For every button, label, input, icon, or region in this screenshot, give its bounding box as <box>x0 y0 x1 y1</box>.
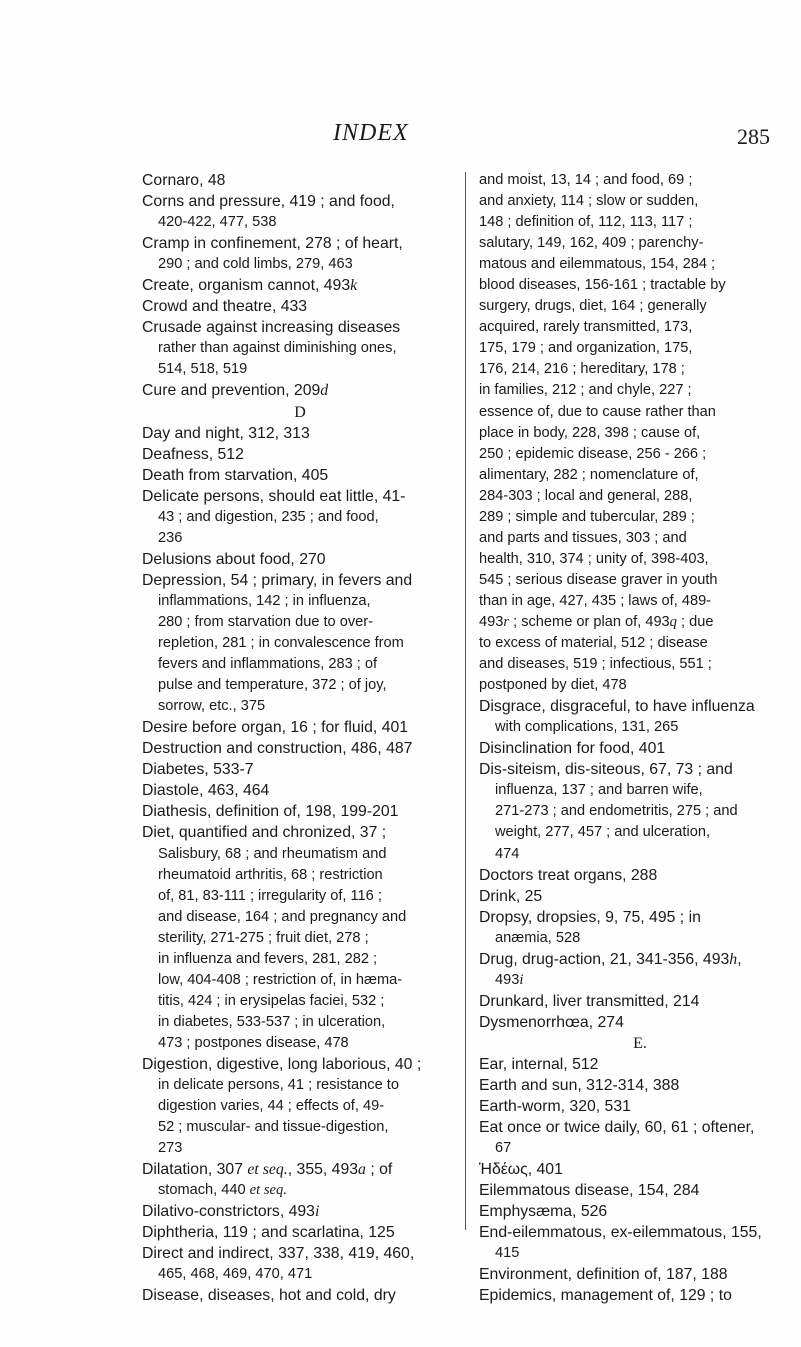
index-entry-continuation: with complications, 131, 265 <box>495 719 679 736</box>
index-entry: Cornaro, 48 <box>142 172 226 189</box>
index-entry-continuation: sorrow, etc., 375 <box>158 698 266 715</box>
index-entry-continuation: 493i <box>495 971 524 988</box>
index-entry: Dilativo-constrictors, 493i <box>142 1203 320 1221</box>
index-entry-continuation: health, 310, 374 ; unity of, 398-403, <box>479 550 709 567</box>
index-entry-continuation: surgery, drugs, diet, 164 ; generally <box>479 298 707 315</box>
index-entry-continuation: pulse and temperature, 372 ; of joy, <box>158 677 387 694</box>
index-entry-continuation: stomach, 440 et seq. <box>158 1182 287 1199</box>
index-entry-continuation: 514, 518, 519 <box>158 361 248 378</box>
index-entry-continuation: and disease, 164 ; and pregnancy and <box>158 908 407 925</box>
column-divider <box>465 172 466 1230</box>
index-entry: Dropsy, dropsies, 9, 75, 495 ; in <box>479 908 701 926</box>
index-entry-continuation: 236 <box>158 529 183 546</box>
index-entry: Ἡδέως, 401 <box>479 1161 563 1179</box>
index-entry-continuation: acquired, rarely transmitted, 173, <box>479 319 693 336</box>
index-entry: Emphysæma, 526 <box>479 1203 608 1221</box>
index-entry: Dis-siteism, dis-siteous, 67, 73 ; and <box>479 761 733 779</box>
index-entry: Crowd and theatre, 433 <box>142 298 308 316</box>
index-entry-continuation: of, 81, 83-111 ; irregularity of, 116 ; <box>158 887 382 904</box>
index-entry: Dysmenorrhœa, 274 <box>479 1013 624 1031</box>
index-entry-continuation: in delicate persons, 41 ; resistance to <box>158 1077 399 1094</box>
index-entry: Dilatation, 307 et seq., 355, 493a ; of <box>142 1161 393 1179</box>
index-entry-continuation: Salisbury, 68 ; and rheumatism and <box>158 845 387 862</box>
index-entry: Create, organism cannot, 493k <box>142 277 358 295</box>
index-entry: Diastole, 463, 464 <box>142 782 270 800</box>
index-entry-continuation: 465, 468, 469, 470, 471 <box>158 1266 313 1283</box>
index-entry-continuation: postponed by diet, 478 <box>479 677 627 694</box>
index-entry: Cure and prevention, 209d <box>142 382 329 400</box>
running-title: INDEX <box>333 120 409 146</box>
index-entry: Diathesis, definition of, 198, 199-201 <box>142 803 399 821</box>
index-entry: Depression, 54 ; primary, in fevers and <box>142 571 413 589</box>
index-entry: Digestion, digestive, long laborious, 40 ; <box>142 1055 422 1073</box>
index-entry: Epidemics, management of, 129 ; to <box>479 1287 732 1305</box>
index-entry-continuation: and parts and tissues, 303 ; and <box>479 529 687 546</box>
index-entry: Drug, drug-action, 21, 341-356, 493h, <box>479 950 742 968</box>
section-letter: D <box>294 403 306 421</box>
index-entry-continuation: 280 ; from starvation due to over- <box>158 613 373 630</box>
index-entry-continuation: 148 ; definition of, 112, 113, 117 ; <box>479 214 693 231</box>
index-entry-continuation: 420-422, 477, 538 <box>158 214 277 231</box>
index-entry-continuation: 493r ; scheme or plan of, 493q ; due <box>479 613 714 630</box>
index-entry: Diphtheria, 119 ; and scarlatina, 125 <box>142 1224 395 1242</box>
index-entry: Drunkard, liver transmitted, 214 <box>479 992 700 1010</box>
index-entry-continuation: repletion, 281 ; in convalescence from <box>158 635 404 652</box>
index-entry: Diabetes, 533-7 <box>142 761 254 779</box>
index-entry-continuation: 273 <box>158 1140 183 1157</box>
index-entry: Cramp in confinement, 278 ; of heart, <box>142 235 403 253</box>
index-entry: Drink, 25 <box>479 887 543 905</box>
section-letter: E. <box>633 1034 647 1052</box>
index-entry-continuation: titis, 424 ; in erysipelas faciei, 532 ; <box>158 992 385 1009</box>
index-entry-continuation: 176, 214, 216 ; hereditary, 178 ; <box>479 361 685 378</box>
index-entry: End-eilemmatous, ex-eilemmatous, 155, <box>479 1224 762 1242</box>
index-entry-continuation: salutary, 149, 162, 409 ; parenchy- <box>479 235 704 252</box>
index-entry-continuation: in influenza and fevers, 281, 282 ; <box>158 950 378 967</box>
index-entry-continuation: 545 ; serious disease graver in youth <box>479 571 718 588</box>
index-column-right <box>479 170 801 1307</box>
index-entry: Direct and indirect, 337, 338, 419, 460, <box>142 1245 415 1263</box>
index-entry-continuation: in diabetes, 533-537 ; in ulceration, <box>158 1013 386 1030</box>
index-entry-continuation: inflammations, 142 ; in influenza, <box>158 592 371 609</box>
index-entry-continuation: influenza, 137 ; and barren wife, <box>495 782 703 799</box>
index-entry: Death from starvation, 405 <box>142 466 329 484</box>
index-entry-continuation: 289 ; simple and tubercular, 289 ; <box>479 508 695 525</box>
index-entry: Delusions about food, 270 <box>142 550 326 568</box>
index-entry: Crusade against increasing diseases <box>142 319 401 337</box>
index-entry-continuation: 67 <box>495 1140 512 1157</box>
index-entry: Eat once or twice daily, 60, 61 ; oftener, <box>479 1119 755 1137</box>
index-entry-continuation: and diseases, 519 ; infectious, 551 ; <box>479 656 712 673</box>
index-entry-continuation: 250 ; epidemic disease, 256 - 266 ; <box>479 445 707 462</box>
index-entry: Desire before organ, 16 ; for fluid, 401 <box>142 719 409 737</box>
index-entry-continuation: fevers and inflammations, 283 ; of <box>158 656 378 673</box>
index-entry-continuation: essence of, due to cause rather than <box>479 403 716 420</box>
page-header <box>0 120 801 160</box>
index-entry-continuation: alimentary, 282 ; nomenclature of, <box>479 466 699 483</box>
page-number: 285 <box>737 124 770 149</box>
index-entry: Ear, internal, 512 <box>479 1055 599 1073</box>
index-entry-continuation: digestion varies, 44 ; effects of, 49- <box>158 1098 385 1115</box>
index-entry-continuation: 175, 179 ; and organization, 175, <box>479 340 693 357</box>
index-entry-continuation: 473 ; postpones disease, 478 <box>158 1034 349 1051</box>
index-entry-continuation: weight, 277, 457 ; and ulceration, <box>495 824 711 841</box>
index-entry-continuation: 290 ; and cold limbs, 279, 463 <box>158 256 353 273</box>
index-entry: Destruction and construction, 486, 487 <box>142 740 413 758</box>
index-entry-continuation: 52 ; muscular- and tissue-digestion, <box>158 1119 389 1136</box>
index-entry: Corns and pressure, 419 ; and food, <box>142 193 395 211</box>
index-entry: Eilemmatous disease, 154, 284 <box>479 1182 700 1200</box>
index-entry-continuation: 271-273 ; and endometritis, 275 ; and <box>495 803 738 820</box>
index-entry-continuation: 474 <box>495 845 520 862</box>
index-entry: Environment, definition of, 187, 188 <box>479 1266 728 1284</box>
index-entry-continuation: 43 ; and digestion, 235 ; and food, <box>158 508 379 525</box>
index-entry-continuation: in families, 212 ; and chyle, 227 ; <box>479 382 692 399</box>
index-entry-continuation: 415 <box>495 1245 520 1262</box>
index-column-left <box>142 170 458 1307</box>
index-entry-continuation: and anxiety, 114 ; slow or sudden, <box>479 193 699 210</box>
index-entry-continuation: low, 404-408 ; restriction of, in hæma- <box>158 971 403 988</box>
index-entry: Doctors treat organs, 288 <box>479 866 658 884</box>
index-entry-continuation: blood diseases, 156-161 ; tractable by <box>479 277 726 294</box>
index-entry: Diet, quantified and chronized, 37 ; <box>142 824 387 842</box>
index-entry-continuation: anæmia, 528 <box>495 929 581 946</box>
index-entry: Day and night, 312, 313 <box>142 424 310 442</box>
index-entry-continuation: matous and eilemmatous, 154, 284 ; <box>479 256 716 273</box>
index-entry: Disgrace, disgraceful, to have influenza <box>479 698 755 716</box>
index-entry-continuation: and moist, 13, 14 ; and food, 69 ; <box>479 172 693 188</box>
index-entry: Disease, diseases, hot and cold, dry <box>142 1287 396 1305</box>
index-entry: Earth-worm, 320, 531 <box>479 1098 631 1116</box>
index-entry: Delicate persons, should eat little, 41- <box>142 487 406 505</box>
index-entry-continuation: place in body, 228, 398 ; cause of, <box>479 424 701 441</box>
index-entry-continuation: rheumatoid arthritis, 68 ; restriction <box>158 866 383 883</box>
index-entry-continuation: to excess of material, 512 ; disease <box>479 635 708 652</box>
index-entry-continuation: sterility, 271-275 ; fruit diet, 278 ; <box>158 929 369 946</box>
index-entry: Disinclination for food, 401 <box>479 740 666 758</box>
index-entry-continuation: rather than against diminishing ones, <box>158 340 397 357</box>
index-entry: Deafness, 512 <box>142 445 244 463</box>
index-entry-continuation: than in age, 427, 435 ; laws of, 489- <box>479 592 712 609</box>
index-entry: Earth and sun, 312-314, 388 <box>479 1077 680 1095</box>
index-entry-continuation: 284-303 ; local and general, 288, <box>479 487 693 504</box>
